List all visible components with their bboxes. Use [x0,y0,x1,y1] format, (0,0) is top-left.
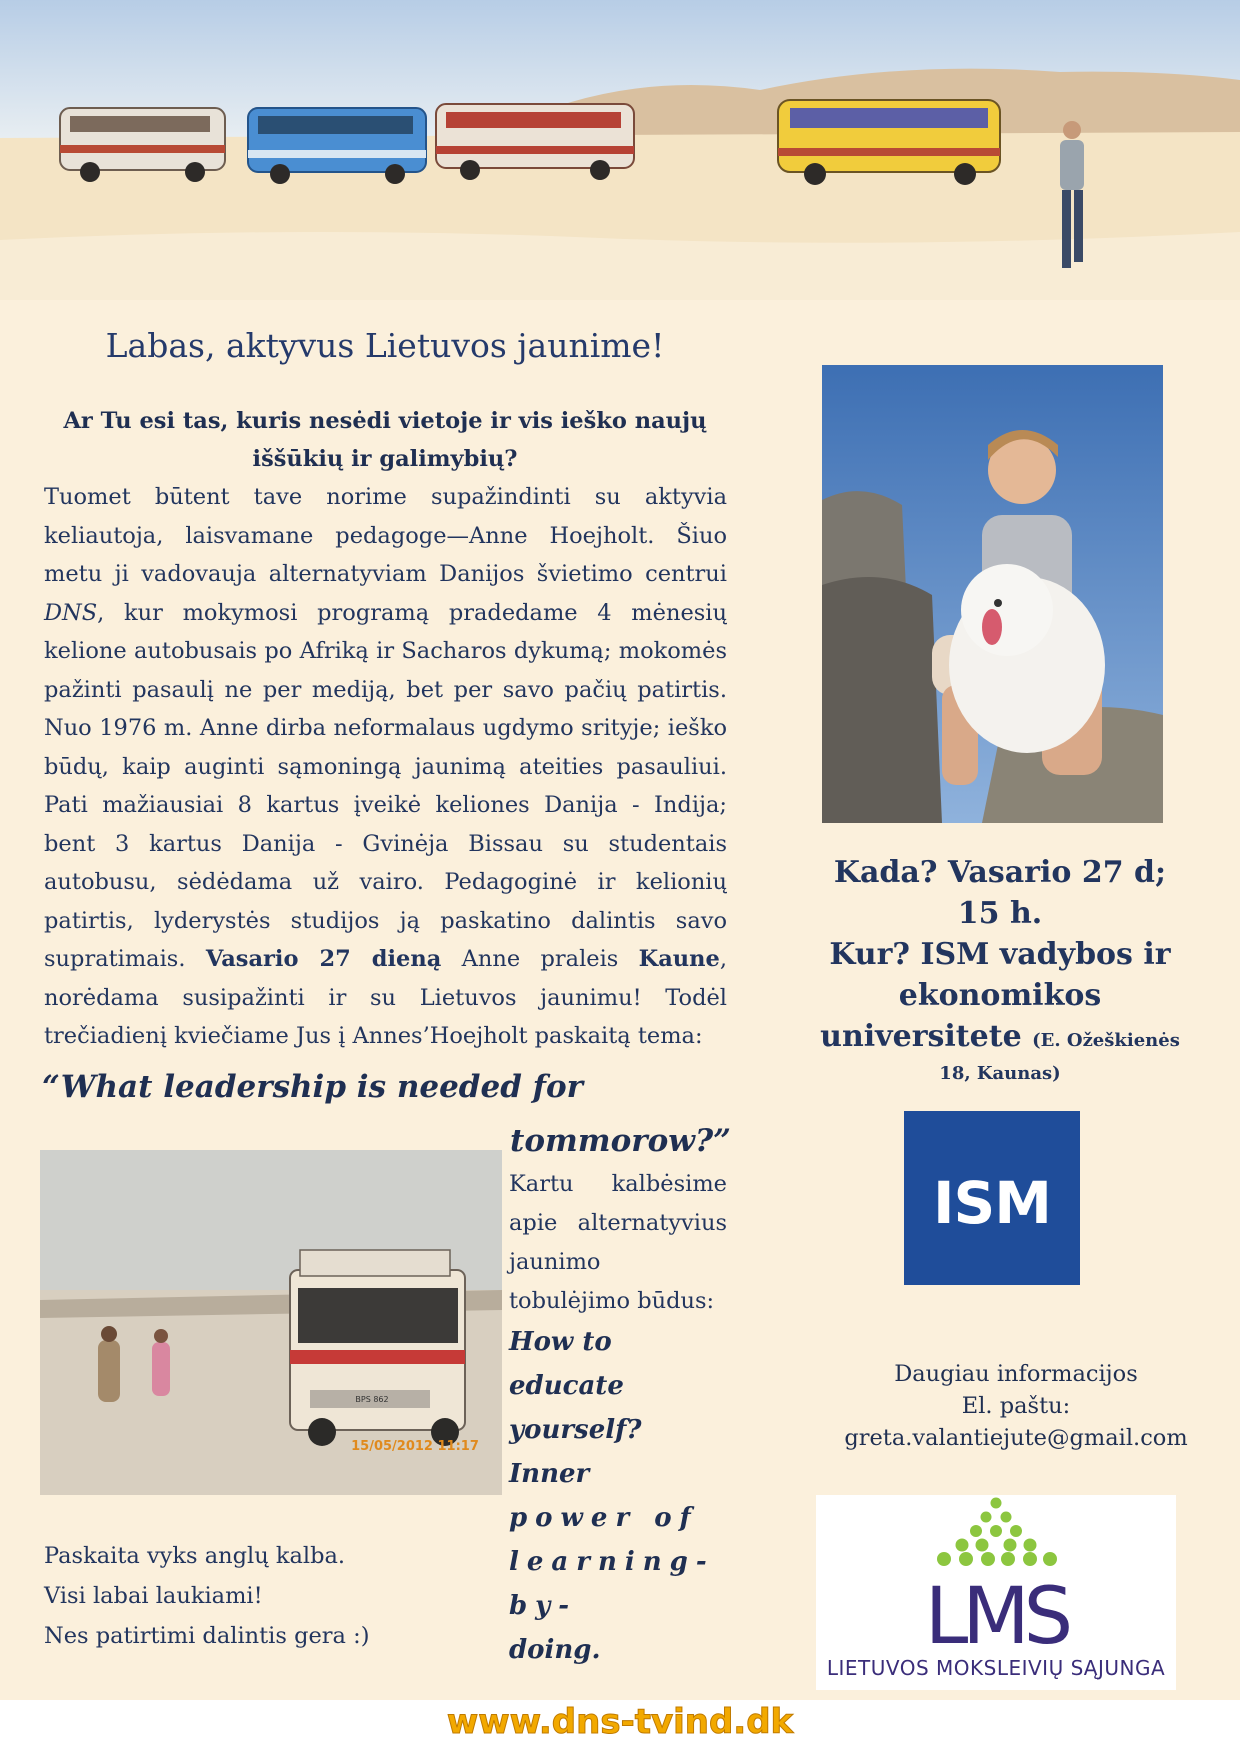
bus-1 [60,108,225,182]
event-when-line-1: Kada? Vasario 27 d; [833,855,1167,890]
contact-info [816,1358,1216,1454]
bio-part-3: Anne praleis [441,946,639,972]
event-when-line-2: 15 h. [957,896,1043,931]
ism-logo [904,1111,1080,1285]
contact-line-1: Daugiau informacijos [894,1361,1138,1387]
closing-text [44,1536,544,1656]
bio-dns: DNS [44,599,98,626]
side-text: Kartu kalbėsime apie alternatyvius jaunimo tobulėjimo būdus: [509,1171,727,1314]
event-where-line-2: ekonomikos [898,978,1102,1013]
bio-date: Vasario 27 dieną [205,946,442,972]
photo-timestamp: 15/05/2012 11:17 [351,1439,479,1454]
bus-plate: BPS 862 [355,1395,389,1404]
talk-title-line-2: tommorow?” [510,1123,731,1159]
site-url-link[interactable]: www.dns-tvind.dk [446,1702,794,1742]
event-when-where [810,852,1190,1087]
bus-4 [778,100,1000,185]
bus-desert-photo [40,1150,502,1495]
contact-email[interactable]: greta.valantiejute@gmail.com [844,1425,1188,1451]
bio-paragraph [44,478,727,1056]
closing-line-1: Paskaita vyks anglų kalba. [44,1543,346,1569]
lms-logo [816,1495,1176,1690]
question-text: Ar Tu esi tas, kuris nesėdi vietoje ir vis ieško naujų iššūkių ir galimybių? [63,408,707,472]
closing-line-3: Nes patirtimi dalintis gera :) [44,1623,370,1649]
event-address-b: 18, Kaunas) [939,1063,1061,1084]
bus-3 [436,104,634,180]
bus-2 [248,108,426,184]
closing-line-2: Visi labai laukiami! [44,1583,263,1609]
lms-dots-icon [937,1498,1057,1567]
event-address-a: (E. Ožeškienės [1032,1030,1180,1051]
anne-with-dog-photo [822,365,1163,823]
event-where-line-1: Kur? ISM vadybos ir [829,937,1171,972]
desert-buses-photo [0,0,1240,300]
talk-title-line-1: “What leadership is needed for [42,1069,584,1105]
footer [0,1700,1240,1754]
lms-monogram: LMS [924,1572,1068,1655]
bio-part-2: , kur mokymosi programą pradedame 4 mėnesių kelione autobusais po Afriką ir Sacharos dykumą; mokomės pažinti pasaulį ne per mediją, bet per savo pačių patirtis. Nuo 1976 m. Anne dirba neformalaus ugdymo srityje; ieško būdų, kaip auginti sąmoningą jaunimą ateities pasauliui. Pati mažiausiai 8 kartus įveikė keliones Danija - Indija; bent 3 kartus Danija - Gvinėja Bissau su studentais autobusu, sėdėdama už vairo. Pedagoginė ir kelionių patirtis, lyderystės studijos ją paskatino dalintis savo supratimais. [44,599,727,972]
bio-part-4: , norėdama susipažinti ir su Lietuvos jaunimu! Todėl trečiadienį kviečiame Jus į Annes’Hoejholt paskaitą tema: [44,946,727,1049]
contact-line-2: El. paštu: [961,1393,1071,1419]
lms-caption: LIETUVOS MOKSLEIVIŲ SĄJUNGA [826,1656,1166,1680]
event-where-line-3: universitete [820,1019,1022,1054]
side-italic-line-1: How to educate yourself? Inner [509,1327,642,1489]
bio-part-1: Tuomet būtent tave norime supažindinti su aktyvia keliautoja, laisvamane pedagoge—Anne Hoejholt. Šiuo metu ji vadovauja alternatyviam Danijos švietimo centrui [44,484,727,587]
ism-logo-text: ISM [932,1169,1052,1237]
side-italic-line-3: learning-by- [509,1547,715,1621]
greeting-heading: Labas, aktyvus Lietuvos jaunime! [105,326,665,365]
bio-city: Kaune [638,946,720,972]
side-italic-line-2: power of [509,1503,699,1533]
side-italic-line-4: doing. [509,1635,601,1665]
